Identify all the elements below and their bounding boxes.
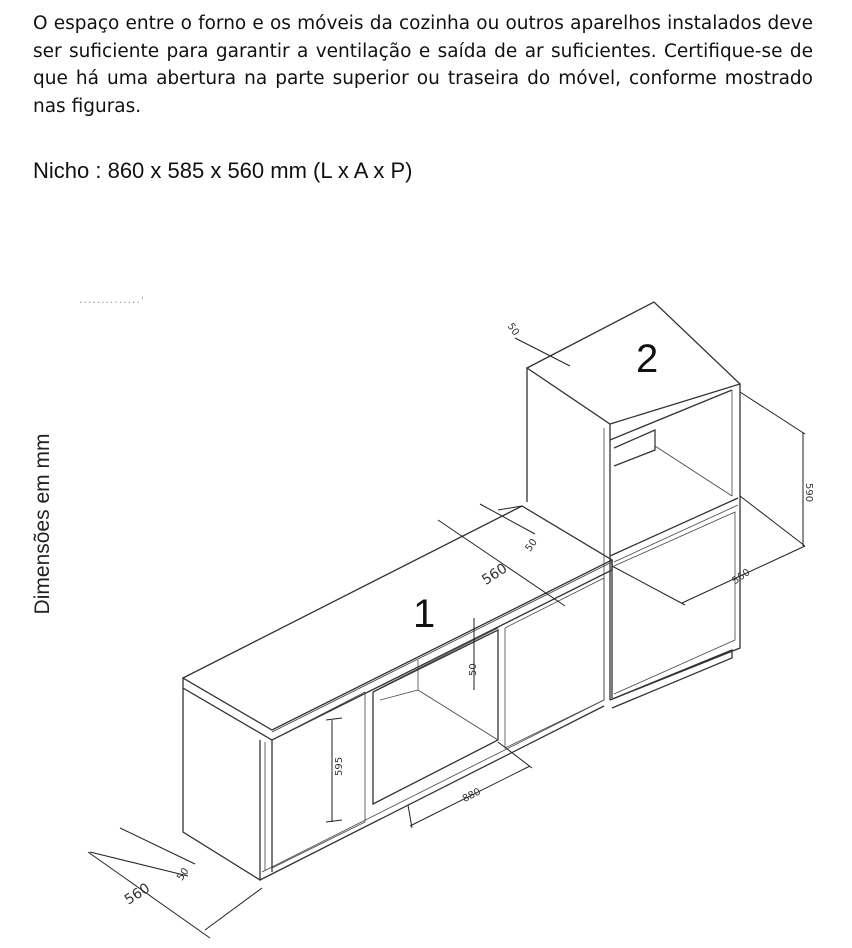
units-label: Dimensões em mm — [31, 433, 54, 615]
dim-595: 595 — [334, 756, 345, 776]
label-counter-cabinet: 1 — [413, 592, 436, 636]
dotted-mark: ..............' — [78, 296, 145, 306]
label-tall-cabinet: 2 — [636, 337, 659, 381]
worktop — [183, 506, 612, 730]
dim-590: 590 — [803, 483, 814, 503]
dim-560-counter: 560 — [479, 560, 511, 589]
dim-50-front: 50 — [468, 663, 479, 676]
dim-50-top-tall: 50 — [504, 321, 521, 339]
intro-paragraph: O espaço entre o forno e os móveis da cozinha ou outros aparelhos instalados deve ser suficiente para garantir a ventilação e saída de ar suficientes. Certifique-se de que há uma abertura na parte superior ou traseira do móvel, conforme mostrado nas figuras. — [33, 13, 813, 117]
tall-cabinet-top — [527, 302, 740, 424]
dim-560-tall: 560 — [730, 567, 753, 587]
niche-dimensions: Nicho : 860 x 585 x 560 mm (L x A x P) — [33, 158, 413, 183]
tall-cabinet — [527, 302, 740, 708]
dim-880: 880 — [460, 786, 483, 805]
counter-cabinet — [183, 506, 612, 880]
dim-50-counter: 50 — [523, 537, 540, 554]
dimension-lines — [88, 321, 814, 938]
dim-560-left: 560 — [121, 880, 154, 909]
dim-50-left: 50 — [175, 866, 192, 883]
